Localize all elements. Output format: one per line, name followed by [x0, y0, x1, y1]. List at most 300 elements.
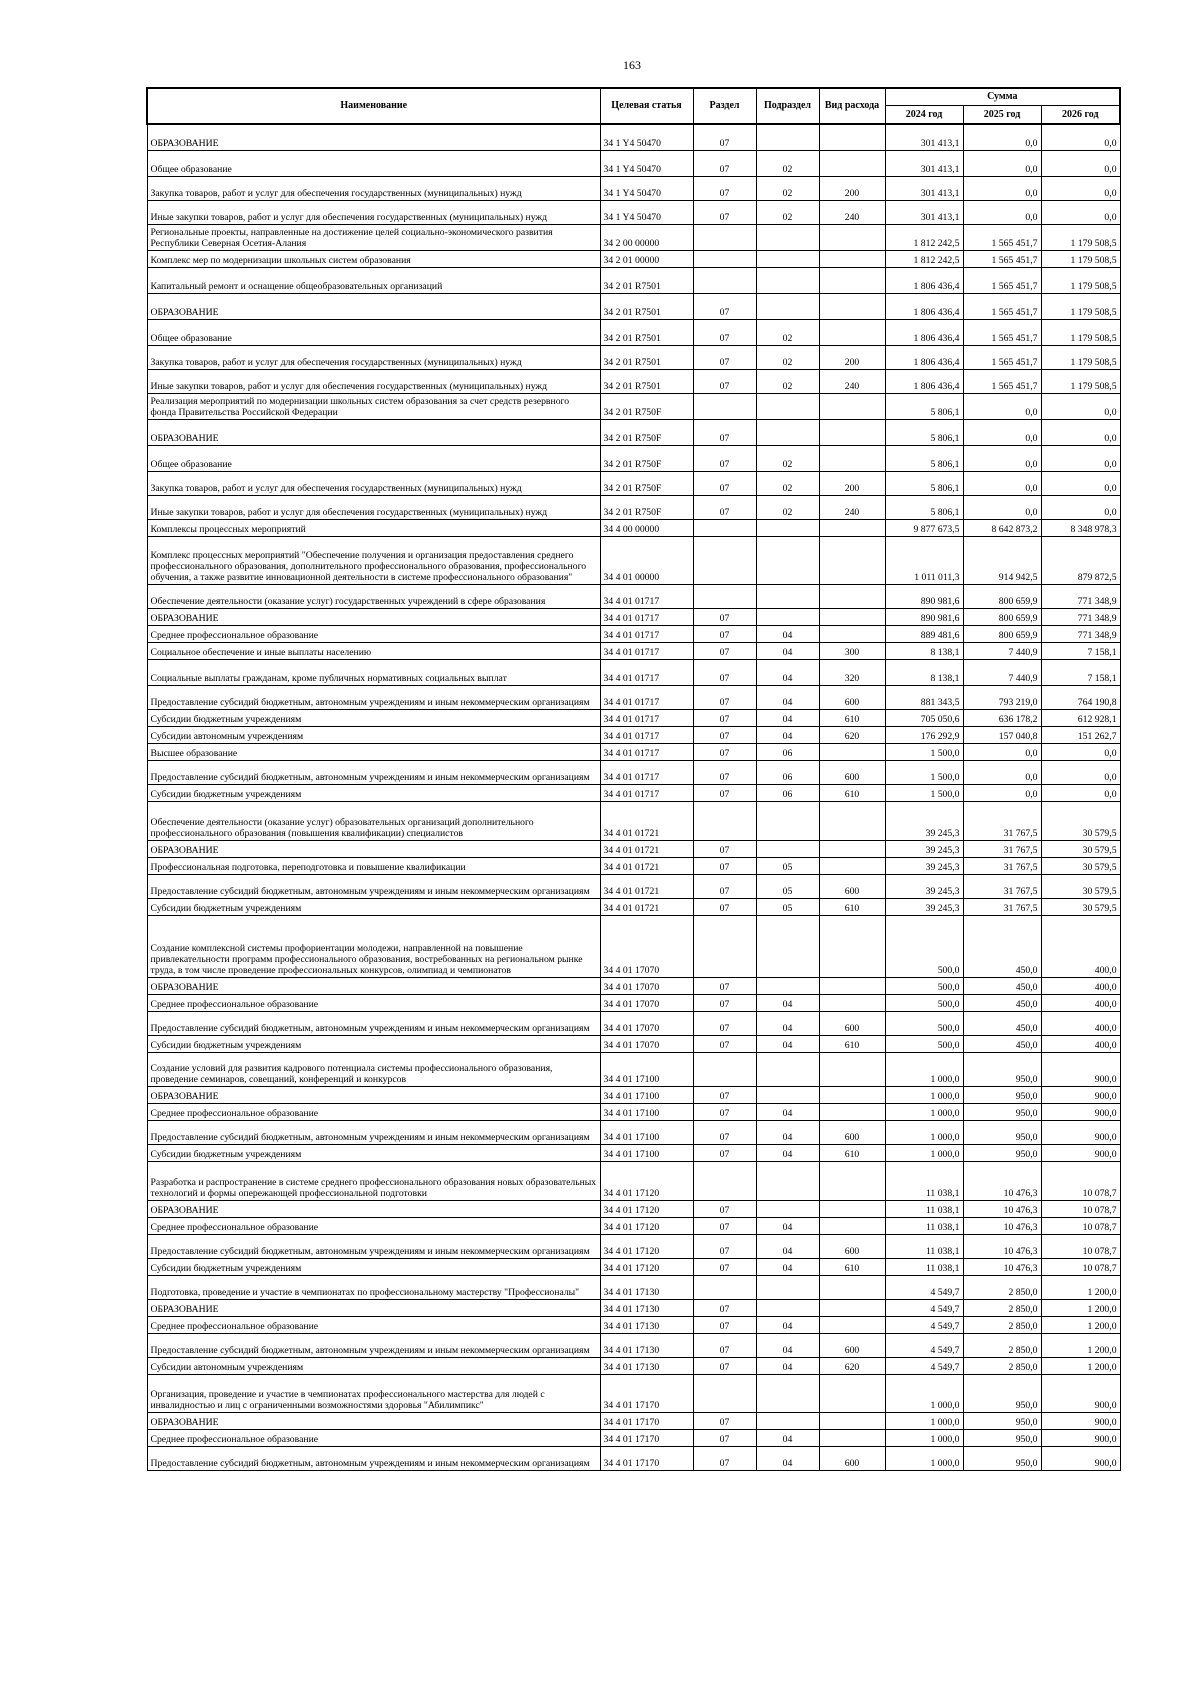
- cell-2025: 0,0: [963, 445, 1041, 471]
- cell-expense-type: 610: [819, 784, 885, 801]
- cell-2024: 1 000,0: [885, 1429, 963, 1446]
- table-row: [147, 1357, 1120, 1374]
- cell-target: 34 2 01 R750F: [600, 495, 693, 519]
- cell-name: ОБРАЗОВАНИЕ: [147, 1412, 600, 1429]
- cell-name: ОБРАЗОВАНИЕ: [147, 293, 600, 319]
- cell-2025: 950,0: [963, 1144, 1041, 1161]
- cell-2026: 8 348 978,3: [1041, 519, 1120, 536]
- cell-name: ОБРАЗОВАНИЕ: [147, 840, 600, 857]
- cell-2025: 0,0: [963, 743, 1041, 760]
- cell-2024: 4 549,7: [885, 1275, 963, 1299]
- cell-target: 34 2 01 R750F: [600, 471, 693, 495]
- cell-2026: 1 179 508,5: [1041, 345, 1120, 369]
- cell-section: [693, 519, 756, 536]
- cell-section: 07: [693, 124, 756, 150]
- cell-name: Общее образование: [147, 445, 600, 471]
- cell-2026: 151 262,7: [1041, 726, 1120, 743]
- cell-2026: 400,0: [1041, 1011, 1120, 1035]
- cell-2026: 1 200,0: [1041, 1357, 1120, 1374]
- table-row: [147, 1429, 1120, 1446]
- cell-2024: 1 011 011,3: [885, 536, 963, 584]
- cell-2026: 0,0: [1041, 445, 1120, 471]
- header-section: Раздел: [693, 88, 756, 124]
- cell-subsection: 06: [756, 784, 819, 801]
- cell-2026: 900,0: [1041, 1103, 1120, 1120]
- cell-2025: 31 767,5: [963, 857, 1041, 874]
- cell-section: [693, 250, 756, 267]
- header-year-2024: 2024 год: [885, 106, 963, 125]
- table-row: [147, 1011, 1120, 1035]
- cell-2026: 1 179 508,5: [1041, 250, 1120, 267]
- cell-2024: 705 050,6: [885, 709, 963, 726]
- cell-expense-type: [819, 857, 885, 874]
- cell-subsection: [756, 977, 819, 994]
- cell-2025: 31 767,5: [963, 840, 1041, 857]
- cell-name: Закупка товаров, работ и услуг для обеспечения государственных (муниципальных) нужд: [147, 345, 600, 369]
- cell-expense-type: [819, 584, 885, 608]
- cell-section: [693, 393, 756, 419]
- cell-target: 34 2 01 R7501: [600, 267, 693, 293]
- budget-table: [146, 87, 1121, 1471]
- cell-2026: 30 579,5: [1041, 840, 1120, 857]
- cell-expense-type: [819, 1161, 885, 1200]
- cell-name: Среднее профессиональное образование: [147, 1429, 600, 1446]
- cell-expense-type: [819, 801, 885, 840]
- cell-target: 34 1 Y4 50470: [600, 200, 693, 224]
- cell-expense-type: 240: [819, 495, 885, 519]
- cell-name: Предоставление субсидий бюджетным, автономным учреждениям и иным некоммерческим организациям: [147, 760, 600, 784]
- cell-subsection: [756, 1161, 819, 1200]
- cell-2025: 8 642 873,2: [963, 519, 1041, 536]
- table-row: [147, 250, 1120, 267]
- cell-2025: 793 219,0: [963, 685, 1041, 709]
- cell-subsection: 05: [756, 857, 819, 874]
- cell-2025: 0,0: [963, 471, 1041, 495]
- cell-target: 34 4 01 01717: [600, 608, 693, 625]
- cell-section: [693, 1161, 756, 1200]
- cell-2025: 1 565 451,7: [963, 369, 1041, 393]
- cell-expense-type: 200: [819, 345, 885, 369]
- cell-2025: 1 565 451,7: [963, 250, 1041, 267]
- cell-2025: 0,0: [963, 495, 1041, 519]
- cell-2026: 764 190,8: [1041, 685, 1120, 709]
- cell-2024: 5 806,1: [885, 419, 963, 445]
- cell-2026: 0,0: [1041, 176, 1120, 200]
- cell-2026: 10 078,7: [1041, 1200, 1120, 1217]
- cell-2024: 890 981,6: [885, 608, 963, 625]
- cell-subsection: [756, 801, 819, 840]
- cell-subsection: 02: [756, 369, 819, 393]
- cell-target: 34 2 01 R7501: [600, 369, 693, 393]
- cell-target: 34 4 01 01717: [600, 625, 693, 642]
- cell-2026: 900,0: [1041, 1052, 1120, 1086]
- cell-target: 34 4 01 01717: [600, 760, 693, 784]
- cell-2026: 0,0: [1041, 150, 1120, 176]
- cell-subsection: 02: [756, 345, 819, 369]
- cell-target: 34 4 01 17130: [600, 1316, 693, 1333]
- cell-2025: 450,0: [963, 977, 1041, 994]
- cell-subsection: 04: [756, 994, 819, 1011]
- cell-2026: 1 200,0: [1041, 1316, 1120, 1333]
- cell-subsection: [756, 536, 819, 584]
- cell-target: 34 4 01 17120: [600, 1161, 693, 1200]
- cell-2024: 500,0: [885, 994, 963, 1011]
- cell-target: 34 4 01 17170: [600, 1374, 693, 1412]
- table-row: [147, 1086, 1120, 1103]
- cell-2024: 39 245,3: [885, 857, 963, 874]
- cell-subsection: 04: [756, 1144, 819, 1161]
- cell-2025: 950,0: [963, 1086, 1041, 1103]
- cell-2024: 301 413,1: [885, 176, 963, 200]
- cell-section: [693, 1374, 756, 1412]
- cell-expense-type: 610: [819, 1144, 885, 1161]
- cell-2026: 0,0: [1041, 200, 1120, 224]
- cell-name: Комплекс мер по модернизации школьных систем образования: [147, 250, 600, 267]
- cell-name: Создание комплексной системы профориентации молодежи, направленной на повышение привлекательности программ профессионального образования, востребованных на региональном рынке труда, в том числе проведение профессиональных конкурсов, олимпиад и чемпионатов: [147, 915, 600, 977]
- cell-name: Субсидии бюджетным учреждениям: [147, 709, 600, 726]
- cell-name: Субсидии автономным учреждениям: [147, 726, 600, 743]
- cell-expense-type: [819, 1200, 885, 1217]
- table-row: [147, 519, 1120, 536]
- cell-section: 07: [693, 1446, 756, 1470]
- header-year-2026: 2026 год: [1041, 106, 1120, 125]
- cell-target: 34 2 01 R750F: [600, 419, 693, 445]
- cell-subsection: 04: [756, 1217, 819, 1234]
- cell-2026: 0,0: [1041, 495, 1120, 519]
- cell-target: 34 4 01 01721: [600, 840, 693, 857]
- cell-2025: 2 850,0: [963, 1333, 1041, 1357]
- cell-2024: 1 000,0: [885, 1052, 963, 1086]
- cell-2024: 4 549,7: [885, 1299, 963, 1316]
- cell-2024: 9 877 673,5: [885, 519, 963, 536]
- cell-name: Социальное обеспечение и иные выплаты населению: [147, 642, 600, 659]
- cell-2025: 636 178,2: [963, 709, 1041, 726]
- cell-name: ОБРАЗОВАНИЕ: [147, 1086, 600, 1103]
- cell-subsection: 04: [756, 685, 819, 709]
- cell-section: 07: [693, 760, 756, 784]
- cell-2024: 11 038,1: [885, 1200, 963, 1217]
- cell-subsection: 04: [756, 1120, 819, 1144]
- table-row: [147, 1275, 1120, 1299]
- cell-section: 07: [693, 608, 756, 625]
- cell-2025: 450,0: [963, 1035, 1041, 1052]
- cell-name: Субсидии автономным учреждениям: [147, 1357, 600, 1374]
- cell-2025: 950,0: [963, 1103, 1041, 1120]
- cell-2025: 2 850,0: [963, 1316, 1041, 1333]
- cell-subsection: 06: [756, 760, 819, 784]
- table-row: [147, 1144, 1120, 1161]
- cell-expense-type: 610: [819, 1035, 885, 1052]
- cell-subsection: [756, 250, 819, 267]
- cell-2026: 1 200,0: [1041, 1275, 1120, 1299]
- cell-section: 07: [693, 319, 756, 345]
- cell-target: 34 2 00 00000: [600, 224, 693, 250]
- cell-target: 34 4 01 17130: [600, 1333, 693, 1357]
- cell-target: 34 4 01 17120: [600, 1258, 693, 1275]
- cell-section: 07: [693, 977, 756, 994]
- cell-section: 07: [693, 1011, 756, 1035]
- cell-section: 07: [693, 1316, 756, 1333]
- cell-2026: 10 078,7: [1041, 1161, 1120, 1200]
- cell-2024: 39 245,3: [885, 874, 963, 898]
- table-row: [147, 1412, 1120, 1429]
- cell-subsection: [756, 124, 819, 150]
- cell-2024: 1 812 242,5: [885, 250, 963, 267]
- cell-target: 34 4 01 17100: [600, 1052, 693, 1086]
- cell-section: 07: [693, 495, 756, 519]
- cell-2026: 771 348,9: [1041, 625, 1120, 642]
- cell-2024: 4 549,7: [885, 1316, 963, 1333]
- cell-2025: 157 040,8: [963, 726, 1041, 743]
- cell-target: 34 4 01 01721: [600, 857, 693, 874]
- header-year-2025: 2025 год: [963, 106, 1041, 125]
- cell-expense-type: 600: [819, 685, 885, 709]
- cell-target: 34 4 01 17100: [600, 1086, 693, 1103]
- cell-target: 34 4 01 01717: [600, 642, 693, 659]
- cell-2026: 1 179 508,5: [1041, 224, 1120, 250]
- cell-target: 34 4 01 17130: [600, 1275, 693, 1299]
- cell-target: 34 2 01 R750F: [600, 445, 693, 471]
- cell-subsection: [756, 584, 819, 608]
- table-row: [147, 743, 1120, 760]
- cell-expense-type: [819, 743, 885, 760]
- cell-2024: 8 138,1: [885, 642, 963, 659]
- cell-section: 07: [693, 874, 756, 898]
- header-name: Наименование: [147, 88, 600, 124]
- cell-section: 07: [693, 1258, 756, 1275]
- cell-name: ОБРАЗОВАНИЕ: [147, 1200, 600, 1217]
- cell-section: [693, 584, 756, 608]
- cell-2024: 11 038,1: [885, 1258, 963, 1275]
- cell-expense-type: [819, 293, 885, 319]
- cell-subsection: 04: [756, 1316, 819, 1333]
- cell-subsection: 04: [756, 1035, 819, 1052]
- cell-subsection: [756, 1275, 819, 1299]
- cell-expense-type: 240: [819, 200, 885, 224]
- cell-target: 34 2 01 R7501: [600, 293, 693, 319]
- cell-subsection: 04: [756, 1446, 819, 1470]
- cell-expense-type: [819, 1412, 885, 1429]
- cell-2024: 1 806 436,4: [885, 293, 963, 319]
- cell-subsection: [756, 1299, 819, 1316]
- cell-subsection: 02: [756, 471, 819, 495]
- cell-2025: 914 942,5: [963, 536, 1041, 584]
- cell-subsection: [756, 1052, 819, 1086]
- cell-expense-type: [819, 419, 885, 445]
- table-row: [147, 659, 1120, 685]
- cell-subsection: 04: [756, 709, 819, 726]
- table-row: [147, 176, 1120, 200]
- cell-2025: 7 440,9: [963, 642, 1041, 659]
- cell-subsection: [756, 1374, 819, 1412]
- cell-2025: 950,0: [963, 1446, 1041, 1470]
- cell-2026: 7 158,1: [1041, 642, 1120, 659]
- cell-2025: 0,0: [963, 176, 1041, 200]
- cell-target: 34 1 Y4 50470: [600, 124, 693, 150]
- cell-2025: 2 850,0: [963, 1357, 1041, 1374]
- cell-subsection: 04: [756, 1429, 819, 1446]
- cell-subsection: 04: [756, 1333, 819, 1357]
- cell-section: [693, 915, 756, 977]
- cell-target: 34 4 01 17070: [600, 1011, 693, 1035]
- cell-2026: 400,0: [1041, 977, 1120, 994]
- cell-expense-type: [819, 1086, 885, 1103]
- table-row: [147, 1200, 1120, 1217]
- cell-expense-type: [819, 519, 885, 536]
- cell-name: Подготовка, проведение и участие в чемпионатах по профессиональному мастерству "Профессионалы": [147, 1275, 600, 1299]
- cell-target: 34 4 01 01717: [600, 685, 693, 709]
- cell-expense-type: 200: [819, 176, 885, 200]
- cell-2026: 400,0: [1041, 994, 1120, 1011]
- cell-target: 34 2 01 00000: [600, 250, 693, 267]
- table-row: [147, 784, 1120, 801]
- cell-section: 07: [693, 1086, 756, 1103]
- cell-expense-type: [819, 977, 885, 994]
- table-row: [147, 267, 1120, 293]
- cell-subsection: 04: [756, 1011, 819, 1035]
- cell-subsection: 04: [756, 726, 819, 743]
- table-body: [147, 124, 1120, 1470]
- cell-section: [693, 1275, 756, 1299]
- cell-name: Закупка товаров, работ и услуг для обеспечения государственных (муниципальных) нужд: [147, 471, 600, 495]
- cell-expense-type: [819, 625, 885, 642]
- cell-name: Общее образование: [147, 319, 600, 345]
- table-row: [147, 857, 1120, 874]
- cell-2024: 5 806,1: [885, 471, 963, 495]
- table-row: [147, 536, 1120, 584]
- cell-expense-type: [819, 1374, 885, 1412]
- cell-expense-type: 600: [819, 1120, 885, 1144]
- cell-2026: 900,0: [1041, 1120, 1120, 1144]
- cell-target: 34 4 01 17170: [600, 1412, 693, 1429]
- cell-expense-type: [819, 124, 885, 150]
- cell-target: 34 4 01 01717: [600, 659, 693, 685]
- cell-expense-type: 200: [819, 471, 885, 495]
- table-row: [147, 1035, 1120, 1052]
- cell-2025: 2 850,0: [963, 1275, 1041, 1299]
- cell-section: 07: [693, 642, 756, 659]
- cell-expense-type: [819, 994, 885, 1011]
- cell-2025: 1 565 451,7: [963, 224, 1041, 250]
- cell-2025: 1 565 451,7: [963, 293, 1041, 319]
- cell-expense-type: 600: [819, 1011, 885, 1035]
- cell-section: 07: [693, 293, 756, 319]
- cell-2025: 0,0: [963, 393, 1041, 419]
- cell-section: [693, 224, 756, 250]
- table-row: [147, 994, 1120, 1011]
- cell-name: Капитальный ремонт и оснащение общеобразовательных организаций: [147, 267, 600, 293]
- cell-2024: 5 806,1: [885, 495, 963, 519]
- cell-2024: 1 000,0: [885, 1120, 963, 1144]
- cell-expense-type: 620: [819, 1357, 885, 1374]
- cell-2024: 1 500,0: [885, 760, 963, 784]
- cell-2026: 10 078,7: [1041, 1234, 1120, 1258]
- cell-2026: 1 179 508,5: [1041, 319, 1120, 345]
- cell-2026: 7 158,1: [1041, 659, 1120, 685]
- table-row: [147, 1258, 1120, 1275]
- cell-2025: 7 440,9: [963, 659, 1041, 685]
- cell-2024: 1 000,0: [885, 1144, 963, 1161]
- table-row: [147, 200, 1120, 224]
- cell-subsection: 04: [756, 1258, 819, 1275]
- cell-subsection: [756, 419, 819, 445]
- cell-2024: 1 000,0: [885, 1374, 963, 1412]
- cell-name: Социальные выплаты гражданам, кроме публичных нормативных социальных выплат: [147, 659, 600, 685]
- cell-2025: 0,0: [963, 760, 1041, 784]
- cell-section: 07: [693, 685, 756, 709]
- cell-name: Субсидии бюджетным учреждениям: [147, 1144, 600, 1161]
- cell-2026: 30 579,5: [1041, 857, 1120, 874]
- table-row: [147, 445, 1120, 471]
- cell-name: Субсидии бюджетным учреждениям: [147, 898, 600, 915]
- cell-subsection: 04: [756, 1357, 819, 1374]
- cell-target: 34 4 01 01717: [600, 784, 693, 801]
- table-header: [147, 88, 1120, 124]
- table-row: [147, 1333, 1120, 1357]
- cell-2025: 10 476,3: [963, 1258, 1041, 1275]
- cell-2025: 800 659,9: [963, 608, 1041, 625]
- cell-2026: 30 579,5: [1041, 874, 1120, 898]
- cell-section: 07: [693, 1333, 756, 1357]
- cell-2025: 10 476,3: [963, 1200, 1041, 1217]
- cell-2024: 5 806,1: [885, 445, 963, 471]
- cell-name: Разработка и распространение в системе среднего профессионального образования новых образовательных технологий и формы опережающей профессиональной подготовки: [147, 1161, 600, 1200]
- cell-expense-type: 240: [819, 369, 885, 393]
- table-row: [147, 726, 1120, 743]
- cell-2024: 301 413,1: [885, 150, 963, 176]
- cell-2026: 900,0: [1041, 1374, 1120, 1412]
- cell-2024: 1 000,0: [885, 1086, 963, 1103]
- cell-target: 34 4 01 17130: [600, 1299, 693, 1316]
- cell-subsection: [756, 267, 819, 293]
- cell-section: [693, 536, 756, 584]
- cell-expense-type: 600: [819, 1333, 885, 1357]
- cell-expense-type: [819, 1052, 885, 1086]
- cell-2025: 0,0: [963, 784, 1041, 801]
- cell-2024: 11 038,1: [885, 1161, 963, 1200]
- cell-2024: 11 038,1: [885, 1217, 963, 1234]
- cell-2026: 30 579,5: [1041, 898, 1120, 915]
- cell-expense-type: 610: [819, 709, 885, 726]
- cell-section: 07: [693, 419, 756, 445]
- cell-expense-type: 600: [819, 760, 885, 784]
- cell-2025: 10 476,3: [963, 1217, 1041, 1234]
- cell-expense-type: [819, 1275, 885, 1299]
- cell-target: 34 4 01 17120: [600, 1217, 693, 1234]
- cell-2024: 881 343,5: [885, 685, 963, 709]
- cell-2024: 4 549,7: [885, 1333, 963, 1357]
- cell-name: ОБРАЗОВАНИЕ: [147, 608, 600, 625]
- cell-target: 34 4 01 01717: [600, 709, 693, 726]
- table-row: [147, 1446, 1120, 1470]
- cell-2025: 950,0: [963, 1429, 1041, 1446]
- cell-2026: 771 348,9: [1041, 584, 1120, 608]
- cell-section: 07: [693, 369, 756, 393]
- cell-subsection: [756, 393, 819, 419]
- cell-2026: 900,0: [1041, 1429, 1120, 1446]
- cell-name: ОБРАЗОВАНИЕ: [147, 977, 600, 994]
- cell-section: 07: [693, 659, 756, 685]
- cell-section: 07: [693, 1429, 756, 1446]
- cell-target: 34 4 01 17120: [600, 1200, 693, 1217]
- cell-subsection: 05: [756, 898, 819, 915]
- cell-expense-type: [819, 250, 885, 267]
- cell-target: 34 4 01 01721: [600, 801, 693, 840]
- cell-2025: 950,0: [963, 1052, 1041, 1086]
- table-row: [147, 874, 1120, 898]
- cell-name: Иные закупки товаров, работ и услуг для обеспечения государственных (муниципальных) нужд: [147, 369, 600, 393]
- cell-expense-type: 600: [819, 1234, 885, 1258]
